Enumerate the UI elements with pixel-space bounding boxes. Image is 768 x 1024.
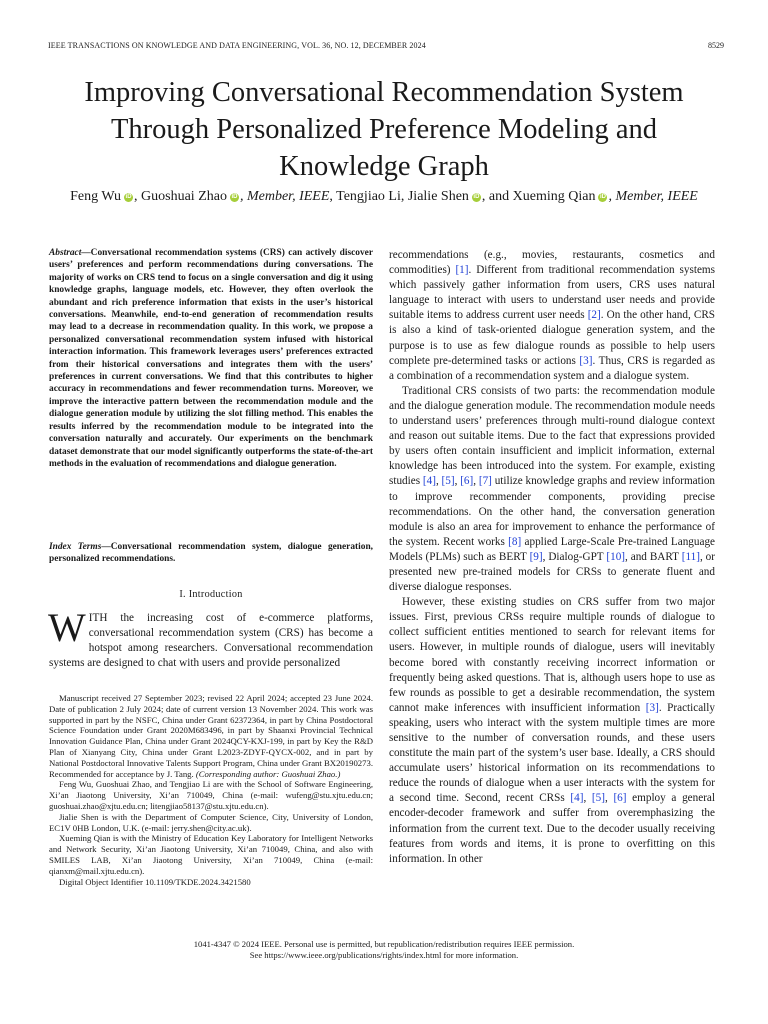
body-text: , xyxy=(454,475,461,488)
citation-link[interactable]: [5] xyxy=(441,475,455,488)
orcid-icon[interactable]: iD xyxy=(599,194,606,200)
citation-link[interactable]: [2] xyxy=(587,309,601,322)
citation-link[interactable]: [3] xyxy=(579,354,593,367)
index-terms xyxy=(49,541,373,566)
author-role: , Member, IEEE xyxy=(608,189,698,204)
body-text: . Different from traditional recommendation systems which passively gather information from users, CRS uses natural language to interact with users to understand user needs and provide suitable items to address current user needs xyxy=(389,264,715,322)
section-heading: I. Introduction xyxy=(179,589,243,600)
title-line: Improving Conversational Recommendation System xyxy=(84,77,684,108)
footnotes xyxy=(49,693,373,887)
author-name: Feng Wu xyxy=(70,189,122,204)
body-text: Traditional CRS consists of two parts: the recommendation module and the dialogue generation module. The recommendation module needs to understand users’ preferences through multi-round dialogue context and reason out suitable items. Due to the fact that expressions provided by users often contain insufficient and implicit information, external knowledge has been introduced into the system. For example, existing studies xyxy=(389,384,715,488)
body-text: . Practically speaking, users who interact with the system multiple times are more sensitive to the number of conversation rounds, and these users constitute the main part of the system’s user base. Ideally, a CRS should accumulate users’ historical information on its recommendations to reduce the rounds of dialogue when a user interacts with the system for a second time. Second, recent CRSs xyxy=(389,701,715,805)
citation-link[interactable]: [4] xyxy=(422,475,436,488)
intro-paragraph xyxy=(48,605,373,671)
index-terms-text: —Conversational recommendation system, dialogue generation, personalized recommendations. xyxy=(49,542,374,565)
body-text: , or presented new pre-trained models for CRSs to generate fluent and diverse dialogue responses. xyxy=(389,550,715,594)
body-text: , xyxy=(604,792,614,805)
abstract-text: —Conversational recommendation systems (CRS) can actively discover users’ preferences and perform recommendations during conversations. The majority of works on CRS tend to focus on a single conversation and dig it using knowledge graphs, language models, etc. However, they often overlook the abundant and rich preference information that exists in the user’s historical conversations. Meanwhile, end-to-end generation of recommendation results may lead to a decrease in recommendation quality. In this work, we propose a personalized conversational recommendation system infused with historical interaction information. This framework leverages users’ preferences extracted from their historical conversations and integrates them with the users’ preferences in current conversations. We find that this contributes to higher accuracy in recommendations and fewer recommendation turns. Moreover, we improve the interactive pattern between the recommendation module and the dialogue generation module by utilizing the slot filling method. This enables the results inferred by the recommendation module to be integrated into the conversation naturally and accurately. Our experiments on the benchmark dataset demonstrate that our model significantly outperforms the state-of-the-art methods in the evaluation of recommendations and dialogue generation. xyxy=(49,248,373,469)
footnote-text: Manuscript received 27 September 2023; revised 22 April 2024; accepted 23 June 2024. Date of publication 2 July 2024; date of current version 13 November 2024. This work was supported in part by the NSFC, China under Grant 62372364, in part by China Postdoctoral Science Foundation under Grant 2020M683496, in part by Shaanxi Provincial Technical Innovation Guidance Plan, China under Grant 2024QCY-KXJ-199, in part by Key the R&D Plan of Xianyang City, China under Grant L2023-ZDYF-QYCX-002, and in part by National Postdoctoral Innovative Talents Support Program, China under Grant BX20190273. Recommended for acceptance by J. Tang. xyxy=(49,693,373,779)
body-text: However, these existing studies on CRS suffer from two major issues. First, previous CRSs require multiple rounds of dialogue to collect sufficient entities mentioned to search for relevant items for users. However, in multiple rounds of dialogue, users will inevitably become bored with constantly receiving incorrect information or frequently being asked questions. That is, although users hope to use as few rounds as possible to get a desirable recommendation, the system cannot make inferences with insufficient information xyxy=(389,596,715,714)
citation-link[interactable]: [9] xyxy=(529,550,543,563)
page-number: 8529 xyxy=(708,41,724,50)
body-text: applied Large-Scale Pre-trained Language Models (PLMs) such as BERT xyxy=(389,535,715,563)
body-paragraph xyxy=(389,248,715,384)
footnote: Jialie Shen is with the Department of Computer Science, City, University of London, EC1V 0HB London, U.K. (e-mail: jerry.shen@city.ac.uk). xyxy=(49,811,373,833)
copyright-footer xyxy=(48,939,720,961)
corresponding-author: (Corresponding author: Guoshuai Zhao.) xyxy=(195,768,341,779)
body-text: . On the other hand, CRS is also a kind of task-oriented dialogue generation system, and the purpose is to use as few dialogue rounds as possible to help users complete pre-determined tasks or actions xyxy=(389,309,716,367)
author-list xyxy=(40,189,728,205)
citation-link[interactable]: [6] xyxy=(460,475,474,488)
author-name: , Guoshuai Zhao xyxy=(134,189,227,204)
journal-header: IEEE TRANSACTIONS ON KNOWLEDGE AND DATA ENGINEERING, VOL. 36, NO. 12, DECEMBER 2024 xyxy=(48,41,426,50)
author-name: , and Xueming Qian xyxy=(481,189,596,204)
orcid-icon[interactable]: iD xyxy=(125,194,132,200)
doi: Digital Object Identifier 10.1109/TKDE.2024.3421580 xyxy=(59,876,251,887)
rights-link[interactable]: See https://www.ieee.org/publications/rights/index.html for more information. xyxy=(249,950,519,960)
drop-cap: W xyxy=(48,605,86,650)
body-text: , xyxy=(473,475,479,488)
footnote xyxy=(49,693,373,779)
body-text: recommendations (e.g., movies, restaurants, cosmetics and commodities) xyxy=(389,249,715,277)
body-paragraph xyxy=(389,595,715,867)
body-text: , and BART xyxy=(625,550,682,563)
citation-link[interactable]: [4] xyxy=(570,792,584,805)
body-text: . Thus, CRS is regarded as a combination of a recommendation system and a dialogue system. xyxy=(389,354,715,382)
footnote: Xueming Qian is with the Ministry of Education Key Laboratory for Intelligent Networks and Network Security, Xi’an Jiaotong University, Xi’an 710049, China, and also with SMILES LAB, Xi’an Jiaotong University, Xi’an 710049, China (e-mail: qianxm@mail.xjtu.edu.cn). xyxy=(49,833,373,876)
title-line: Through Personalized Preference Modeling and xyxy=(110,114,658,145)
index-terms-label: Index Terms xyxy=(49,542,102,552)
citation-link[interactable]: [5] xyxy=(591,792,605,805)
footnote: Feng Wu, Guoshuai Zhao, and Tengjiao Li are with the School of Software Engineering, Xi’an Jiaotong University, Xi’an 710049, China (e-mail: wufeng@stu.xjtu.edu.cn; guoshuai.zhao@xjtu.edu.cn; litengjiao58137@stu.xjtu.edu.cn). xyxy=(49,779,373,811)
body-paragraph xyxy=(389,384,715,595)
body-right-column xyxy=(389,248,715,867)
title-line: Knowledge Graph xyxy=(279,151,489,182)
citation-link[interactable]: [6] xyxy=(613,792,627,805)
body-text: , xyxy=(435,475,442,488)
citation-link[interactable]: [1] xyxy=(455,264,469,277)
body-text: , xyxy=(583,792,592,805)
body-text: utilize knowledge graphs and review information to improve recommender components, providing precise recommendations. On the other hand, the conversation generation module is also an area for improvement to enhance the performance of the system. Recent works xyxy=(389,475,716,548)
abstract-label: Abstract xyxy=(49,248,82,258)
abstract xyxy=(49,247,373,470)
citation-link[interactable]: [7] xyxy=(478,475,492,488)
paper-title xyxy=(40,74,728,185)
author-role: , Member, IEEE xyxy=(239,189,330,204)
body-text: , Dialog-GPT xyxy=(542,550,607,563)
orcid-icon[interactable]: iD xyxy=(231,194,238,200)
citation-link[interactable]: [10] xyxy=(606,550,626,563)
body-text: employ a general encoder-decoder framework and suffer from overemphasizing the information from the current text. Due to the decoder usually receiving features from words and items, it is prone to overfitting on this information. In other xyxy=(389,792,715,865)
citation-link[interactable]: [3] xyxy=(645,701,659,714)
orcid-icon[interactable]: iD xyxy=(473,194,480,200)
citation-link[interactable]: [8] xyxy=(508,535,522,548)
citation-link[interactable]: [11] xyxy=(681,550,700,563)
copyright-line: 1041-4347 © 2024 IEEE. Personal use is permitted, but republication/redistribution requires IEEE permission. xyxy=(193,939,575,949)
author-name: , Tengjiao Li, Jialie Shen xyxy=(329,189,469,204)
intro-text: ITH the increasing cost of e-commerce platforms, conversational recommendation system (CRS) has become a hotspot among researchers. Conversational recommendation systems are designed to chat with users and provide personalized xyxy=(49,612,373,670)
